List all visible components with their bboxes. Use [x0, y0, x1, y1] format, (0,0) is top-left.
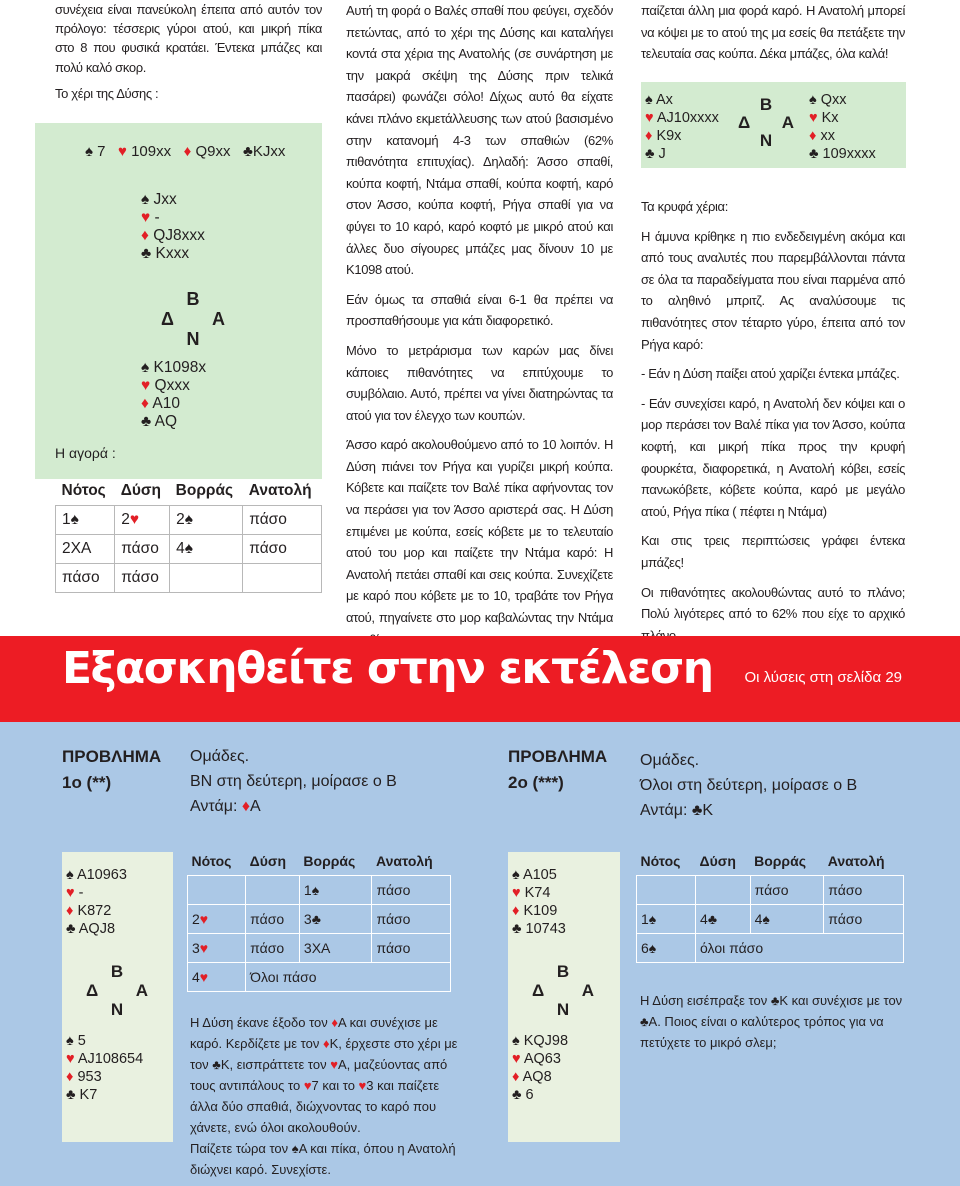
- compass: [532, 962, 594, 1019]
- club-icon: ♣: [242, 143, 253, 160]
- bid-text: 4: [700, 911, 708, 927]
- auction-row: [56, 535, 322, 564]
- auction-bid: [170, 564, 243, 593]
- problem-1-info: [190, 744, 397, 819]
- spade-icon: ♠: [645, 92, 653, 108]
- bid-text: 1: [641, 911, 649, 927]
- auction-bid: [115, 535, 170, 564]
- heart-icon: ♥: [141, 377, 151, 394]
- heart-icon: ♥: [199, 911, 209, 927]
- lead-prefix: Αντάμ:: [190, 798, 242, 815]
- analysis-paragraph: - Εάν συνεχίσει καρό, η Ανατολή δεν κόψει και ο μορ περάσει τον Βαλέ πίκα για τον Άσσο, κούπα κοφτή, και μικρή πίκα προς την κρυφή φουρκέτα, διαφορετικά, η Ανατολή κόβει, εσείς πανωκόβετε, κόβετε κούπα, καρό με μεγάλο ατού, Ρήγα πίκα ( πέφτει η Ντάμα): [641, 395, 905, 519]
- west-diamonds: Q9xx: [195, 143, 231, 160]
- bid-text: 6: [641, 940, 649, 956]
- heart-icon: ♥: [358, 1078, 367, 1093]
- heart-icon: ♥: [303, 1078, 312, 1093]
- north-hand: [141, 191, 205, 263]
- auction-bid: [188, 905, 246, 934]
- west-hidden-diamonds: K9x: [656, 128, 682, 144]
- auction-bid: [243, 564, 322, 593]
- bid-text: πάσο: [250, 940, 285, 956]
- auction-bid: [170, 506, 243, 535]
- auction-bid: [56, 564, 115, 593]
- auction-header: Ανατολή: [243, 477, 322, 506]
- right-column: [641, 0, 905, 622]
- problem-1-north-hand: [66, 866, 127, 938]
- p2-north-clubs: 10743: [525, 921, 566, 937]
- banner-subtitle: Οι λύσεις στη σελίδα 29: [744, 669, 902, 686]
- text-run: Παίζετε τώρα τον: [190, 1141, 292, 1156]
- auction-bid: [696, 905, 751, 934]
- south-clubs: AQ: [154, 413, 178, 430]
- compass-east: Α: [781, 113, 794, 132]
- hidden-hands-label: Τα κρυφά χέρια:: [641, 199, 728, 214]
- p1-south-diamonds: 953: [77, 1069, 102, 1085]
- club-icon: ♣: [809, 146, 819, 162]
- compass-north: Β: [110, 962, 124, 981]
- bid-text: 2: [192, 911, 200, 927]
- bid-text: όλοι πάσο: [700, 940, 764, 956]
- text-run: K, έρχεστε στο χέρι με τον: [190, 1036, 458, 1072]
- lead-prefix: Αντάμ:: [640, 802, 692, 819]
- auction-bid: [372, 876, 451, 905]
- text-run: 7 και το: [311, 1078, 359, 1093]
- spade-icon: ♠: [70, 511, 79, 528]
- bid-text: 2: [176, 511, 185, 528]
- auction-bid: [243, 535, 322, 564]
- problem-1-lead: [190, 794, 397, 819]
- auction-bid: [56, 535, 115, 564]
- problem-2-info: [640, 748, 857, 823]
- compass-north: Β: [759, 95, 773, 114]
- auction-bid: [188, 876, 246, 905]
- auction-bid: [188, 963, 246, 992]
- bid-text: πάσο: [62, 569, 100, 586]
- auction-bid: [750, 876, 824, 905]
- diamond-icon: ♦: [322, 1036, 330, 1051]
- compass-south: Ν: [556, 1000, 570, 1019]
- auction-bid: [696, 934, 904, 963]
- text-run: Η Δύση έκανε έξοδο τον: [190, 1015, 332, 1030]
- problem-2-teams: Ομάδες.: [640, 752, 700, 769]
- auction-row: [637, 905, 904, 934]
- spade-icon: ♠: [85, 143, 93, 160]
- bid-text: πάσο: [828, 882, 863, 898]
- problem-1-title: ΠΡΟΒΛΗΜΑ: [62, 747, 162, 766]
- auction-header: Βορράς: [170, 477, 243, 506]
- auction-bid: [299, 934, 372, 963]
- bid-text: πάσο: [376, 940, 411, 956]
- west-hearts: 109xx: [131, 143, 172, 160]
- spade-icon: ♠: [311, 882, 320, 898]
- bid-text: Όλοι πάσο: [250, 969, 317, 985]
- auction-bid: [115, 506, 170, 535]
- problem-1-dealer: ΒΝ στη δεύτερη, μοίρασε ο Β: [190, 773, 397, 790]
- auction-header: Νότος: [56, 477, 115, 506]
- east-hidden-hearts: Kx: [821, 110, 839, 126]
- heart-icon: ♥: [512, 885, 521, 901]
- bid-text: πάσο: [121, 569, 159, 586]
- auction-header: Ανατολή: [375, 853, 433, 869]
- p2-north-diamonds: K109: [523, 903, 558, 919]
- west-clubs: KJxx: [252, 143, 286, 160]
- analysis-paragraph-3: Μόνο το μετράρισμα των καρών μας δίνει κάποιες πιθανότητες να επιτύχουμε το συμβόλαιο. Αυτό, πρέπει να γίνει διατηρώντας τα ατού για τον έλεγχο των κουπών.: [346, 342, 613, 423]
- auction-bid: [115, 564, 170, 593]
- auction-header: Ανατολή: [827, 853, 885, 869]
- bid-text: πάσο: [828, 911, 863, 927]
- spade-icon: ♠: [291, 1141, 299, 1156]
- p1-north-hearts: -: [78, 885, 84, 901]
- compass-south: Ν: [759, 131, 773, 150]
- auction-bid: [188, 934, 246, 963]
- west-hidden-hearts: AJ10xxxx: [656, 110, 719, 126]
- bidding-label: Η αγορά :: [55, 445, 116, 461]
- west-hand-label: Το χέρι της Δύσης :: [55, 85, 159, 101]
- spade-icon: ♠: [141, 191, 150, 208]
- spade-icon: ♠: [762, 911, 770, 927]
- p1-south-spades: 5: [77, 1033, 86, 1049]
- problem-1-auction: [187, 847, 451, 992]
- south-spades: K1098x: [153, 359, 207, 376]
- auction-row: [637, 934, 904, 963]
- compass-west: Δ: [161, 309, 174, 329]
- analysis-block: [641, 196, 905, 646]
- continuation-paragraph: παίζεται άλλη μια φορά καρό. Η Ανατολή μπορεί να κόψει με το ατού της μα εσείς θα πετάξετε την τελευταία σας κούπα. Δέκα μπάζες, όλα καλά!: [641, 3, 905, 62]
- club-icon: ♣: [512, 921, 522, 937]
- diamond-icon: ♦: [66, 903, 74, 919]
- text-run: A και πίκα, όπου η Ανατολή διώχνει καρό. Συνεχίστε.: [190, 1141, 456, 1177]
- club-icon: ♣: [645, 146, 655, 162]
- compass: [86, 962, 148, 1019]
- p1-north-diamonds: K872: [77, 903, 112, 919]
- spade-icon: ♠: [141, 359, 150, 376]
- heart-icon: ♥: [199, 940, 209, 956]
- section-banner: [0, 636, 960, 722]
- compass-west: Δ: [86, 981, 99, 1000]
- analysis-paragraph: Οι πιθανότητες ακολουθώντας αυτό το πλάνο; Πολύ λιγότερες από το 62% που είχε το αρχικό: [641, 584, 905, 622]
- club-icon: ♣: [707, 911, 718, 927]
- north-spades: Jxx: [153, 191, 177, 208]
- club-icon: ♣: [66, 921, 76, 937]
- club-icon: ♣: [640, 1014, 649, 1029]
- p1-south-hearts: AJ108654: [77, 1051, 144, 1067]
- heart-icon: ♥: [199, 969, 209, 985]
- auction-bid: [824, 905, 904, 934]
- text-run: A, μαζεύοντας από τους αντιπάλους το: [190, 1057, 448, 1093]
- p2-north-spades: A105: [522, 867, 557, 883]
- lead-card: K: [702, 802, 714, 819]
- auction-bid: [246, 934, 300, 963]
- heart-icon: ♥: [118, 143, 127, 160]
- analysis-paragraph: Η άμυνα κρίθηκε η πιο ενδεδειγμένη ακόμα και από τους αναλυτές που παρεμβάλλονται πάντα σε όλα τα παραδείγματα που είναι παρμένα από το αληθινό μπριτζ. Ας αναλύσουμε τις πιθανότητες στον τέταρτο γύρο, έπειτα από τον Ρήγα καρό:: [641, 228, 905, 352]
- problem-1-text: [190, 1012, 465, 1180]
- east-hidden-clubs: 109xxxx: [822, 146, 876, 162]
- p1-north-clubs: AQJ8: [78, 921, 116, 937]
- auction-header: Δύση: [249, 853, 286, 869]
- problem-1-south-hand: [66, 1032, 143, 1104]
- auction-header: Δύση: [115, 477, 170, 506]
- bid-text: πάσο: [376, 911, 411, 927]
- bid-text: 2: [121, 511, 130, 528]
- bid-text: πάσο: [249, 511, 287, 528]
- bid-text: 3: [303, 911, 312, 927]
- compass-south: Ν: [186, 329, 200, 349]
- heart-icon: ♥: [512, 1051, 521, 1067]
- auction-row: [188, 963, 451, 992]
- west-hand: [85, 143, 285, 161]
- problem-1-label: [62, 744, 161, 796]
- spade-icon: ♠: [809, 92, 817, 108]
- text-run: Α και συνέχισε με καρό. Κερδίζετε με τον: [190, 1015, 438, 1051]
- club-icon: ♣: [212, 1057, 221, 1072]
- problem-2-south-hand: [512, 1032, 568, 1104]
- auction-table: [55, 477, 322, 593]
- club-icon: ♣: [141, 413, 152, 430]
- text-run: Α. Ποιος είναι ο καλύτερος τρόπος για να πετύχετε το μικρό σλεμ;: [640, 1014, 884, 1050]
- heart-icon: ♥: [645, 110, 654, 126]
- club-icon: ♣: [66, 1087, 76, 1103]
- problem-1-teams: Ομάδες.: [190, 748, 250, 765]
- diamond-icon: ♦: [183, 143, 192, 160]
- west-hidden-hand: [645, 91, 719, 163]
- auction-bid: [243, 506, 322, 535]
- analysis-paragraph: - Εάν η Δύση παίξει ατού χαρίζει έντεκα μπάζες.: [641, 366, 900, 382]
- bid-text: 2ΧΑ: [62, 540, 92, 557]
- bid-text: 1: [303, 882, 312, 898]
- text-run: K και συνέχισε με τον: [779, 993, 903, 1008]
- p2-south-hearts: AQ63: [523, 1051, 561, 1067]
- west-hidden-spades: Ax: [655, 92, 673, 108]
- analysis-paragraph-4: Άσσο καρό ακολουθούμενο από το 10 λοιπόν. Η Δύση πιάνει τον Ρήγα και γυρίζει μικρή κούπα. Κόβετε και παίζετε τον Βαλέ πίκα αφήνοντας τον να περάσει για τον Άσσο αριστερά σας. Η Δύση επιμένει με κούπα, εσείς κόβετε με το τελευταίο ατού του μορ και παίζετε την Ντάμα καρό: Η Ανατολή πετάει σπαθί και σεις κούπα. Συνεχίζετε με καρό που κόβετε με το 10, τραβάτε τον Ρήγα ατού, πηγαίνετε στο μορ καβαλώντας την Ντάμα: [346, 437, 613, 626]
- club-icon: ♣: [691, 802, 703, 819]
- compass-south: Ν: [110, 1000, 124, 1019]
- text-run: K, εισπράττετε τον: [220, 1057, 331, 1072]
- spade-icon: ♠: [648, 911, 657, 927]
- auction-header: Βορράς: [303, 853, 356, 869]
- heart-icon: ♥: [129, 511, 140, 528]
- compass-east: Α: [212, 309, 225, 329]
- lead-card: A: [250, 798, 261, 815]
- bid-text: 4: [176, 540, 185, 557]
- bid-text: πάσο: [250, 911, 285, 927]
- spade-icon: ♠: [184, 511, 194, 528]
- analysis-paragraph-2: Εάν όμως τα σπαθιά είναι 6-1 θα πρέπει να προσπαθήσουμε για κάτι διαφορετικό.: [346, 291, 613, 329]
- south-hand: [141, 359, 206, 431]
- heart-icon: ♥: [141, 209, 151, 226]
- club-icon: ♣: [141, 245, 152, 262]
- diamond-icon: ♦: [809, 128, 817, 144]
- auction-row: [637, 876, 904, 905]
- banner-title: Εξασκηθείτε στην εκτέλεση: [62, 643, 713, 694]
- auction-bid: [637, 876, 696, 905]
- problem-1-number: 1ο (**): [62, 773, 112, 792]
- auction-row: [56, 564, 322, 593]
- text-run: 3 και παίζετε άλλα δύο σπαθιά, διώχνοντας το καρό που χάνετε, ενώ όλοι ακολουθούν.: [190, 1078, 440, 1135]
- compass-west: Δ: [738, 113, 751, 132]
- diamond-icon: ♦: [331, 1015, 339, 1030]
- auction-header: Βορράς: [754, 853, 806, 869]
- auction-header: Νότος: [191, 853, 232, 869]
- problem-2-north-hand: [512, 866, 566, 938]
- auction-bid: [246, 905, 300, 934]
- auction-bid: [696, 876, 751, 905]
- auction-bid: [299, 876, 372, 905]
- spade-icon: ♠: [512, 867, 520, 883]
- diamond-icon: ♦: [241, 798, 251, 815]
- bid-text: 3: [192, 940, 200, 956]
- auction-bid: [170, 535, 243, 564]
- compass: [161, 289, 225, 349]
- p1-south-clubs: K7: [79, 1087, 98, 1103]
- problem-2-text: [640, 990, 904, 1053]
- diamond-icon: ♦: [141, 395, 149, 412]
- diamond-icon: ♦: [512, 903, 520, 919]
- auction-row: [188, 876, 451, 905]
- compass-north: Β: [556, 962, 570, 981]
- problem-2-auction: [636, 847, 904, 963]
- auction-row: [188, 934, 451, 963]
- problem-1-hands: [62, 852, 173, 1142]
- compass-north: Β: [186, 289, 200, 309]
- spade-icon: ♠: [512, 1033, 520, 1049]
- bid-text: 1: [62, 511, 71, 528]
- auction-bid: [824, 876, 904, 905]
- problem-2-number: 2ο (***): [508, 773, 564, 792]
- south-hearts: Qxxx: [154, 377, 190, 394]
- heart-icon: ♥: [809, 110, 818, 126]
- compass-east: Α: [135, 981, 148, 1000]
- auction-bid: [637, 905, 696, 934]
- compass-west: Δ: [532, 981, 545, 1000]
- diamond-icon: ♦: [141, 227, 149, 244]
- heart-icon: ♥: [330, 1057, 338, 1072]
- bid-text: πάσο: [249, 540, 287, 557]
- text-run: Η Δύση εισέπραξε τον: [640, 993, 771, 1008]
- problem-2-title: ΠΡΟΒΛΗΜΑ: [508, 747, 608, 766]
- spade-icon: ♠: [648, 940, 657, 956]
- compass: [738, 96, 794, 150]
- north-clubs: Kxxx: [155, 245, 190, 262]
- east-hidden-spades: Qxx: [820, 92, 847, 108]
- south-diamonds: A10: [152, 395, 180, 412]
- west-hidden-clubs: J: [658, 146, 666, 162]
- east-hidden-diamonds: xx: [820, 128, 835, 144]
- heart-icon: ♥: [66, 1051, 75, 1067]
- north-hearts: -: [154, 209, 160, 226]
- analysis-paragraph-1: Αυτή τη φορά ο Βαλές σπαθί που φεύγει, σχεδόν πετώντας, από το χέρι της Δύσης και καταλήγει κοντά στα χέρια της Ανατολής (σε συνάρτηση με την μακρά σκέψη της Δύσης πριν τελικά πασάρει) φωνάζει σόλο! Δίχως αυτό θα είχατε κάνει πλάνο εκμετάλλευσης των ατού βασισμένο στην κατανομή 4-3 των σπαθιών (62% πιθανότητα επιτυχίας). Δηλαδή: Άσσο σπαθί, κούπα κοφτή, Ντάμα σπαθί, κούπα κοφτή, καρό στον Άσσο, κούπα κοφτή, Ρήγα σπαθί για να φύγει το 10 καρό, καρό κοφτό με μικρό ατού και άλλες δυο σίγουρες μπάζες μας δίνουν 10 με Κ1098 ατού.: [346, 3, 613, 278]
- auction-row: [56, 506, 322, 535]
- auction-row: [188, 905, 451, 934]
- problem-2-lead: [640, 798, 857, 823]
- spade-icon: ♠: [66, 1033, 74, 1049]
- left-column: [55, 0, 322, 116]
- bid-text: 3ΧΑ: [303, 940, 331, 956]
- diamond-icon: ♦: [66, 1069, 74, 1085]
- bid-text: 4: [754, 911, 763, 927]
- north-diamonds: QJ8xxx: [153, 227, 205, 244]
- bid-text: πάσο: [121, 540, 159, 557]
- auction-bid: [372, 934, 451, 963]
- middle-column: [346, 0, 613, 650]
- compass-east: Α: [581, 981, 594, 1000]
- club-icon: ♣: [311, 911, 321, 927]
- problem-2-hands: [508, 852, 620, 1142]
- auction-bid: [56, 506, 115, 535]
- p2-north-hearts: K74: [524, 885, 551, 901]
- problem-2-dealer: Όλοι στη δεύτερη, μοίρασε ο Β: [640, 777, 858, 794]
- analysis-paragraph: Και στις τρεις περιπτώσεις γράφει έντεκα μπάζες!: [641, 533, 905, 570]
- problems-panel: [0, 722, 960, 1186]
- diamond-icon: ♦: [512, 1069, 520, 1085]
- east-hidden-hand: [809, 91, 876, 163]
- heart-icon: ♥: [66, 885, 75, 901]
- auction-bid: [372, 905, 451, 934]
- auction-header: Δύση: [699, 853, 736, 869]
- spade-icon: ♠: [66, 867, 74, 883]
- auction-bid: [246, 876, 300, 905]
- intro-paragraph: συνέχεια είναι πανεύκολη έπειτα από αυτόν τον πρόλογο: τέσσερις γύροι ατού, και μικρή πίκα στο 8 που φυσικά κρατάει. Έντεκα μπάζες και πολύ καλό σκορ.: [55, 2, 322, 75]
- auction-bid: [299, 905, 372, 934]
- bid-text: πάσο: [376, 882, 411, 898]
- p2-south-spades: KQJ98: [523, 1033, 569, 1049]
- auction-header: Νότος: [640, 853, 681, 869]
- auction-bid: [750, 905, 824, 934]
- auction-bid: [246, 963, 451, 992]
- spade-icon: ♠: [184, 540, 194, 557]
- hidden-hands-panel: [641, 82, 906, 168]
- problem-2-label: [508, 744, 607, 796]
- west-spades: 7: [97, 143, 106, 160]
- deal-diagram-panel: [35, 123, 322, 479]
- club-icon: ♣: [512, 1087, 522, 1103]
- p1-north-spades: A10963: [76, 867, 127, 883]
- auction-bid: [637, 934, 696, 963]
- bid-text: πάσο: [754, 882, 789, 898]
- p2-south-clubs: 6: [525, 1087, 534, 1103]
- bid-text: 4: [192, 969, 200, 985]
- p2-south-diamonds: AQ8: [522, 1069, 552, 1085]
- club-icon: ♣: [770, 993, 780, 1008]
- diamond-icon: ♦: [645, 128, 653, 144]
